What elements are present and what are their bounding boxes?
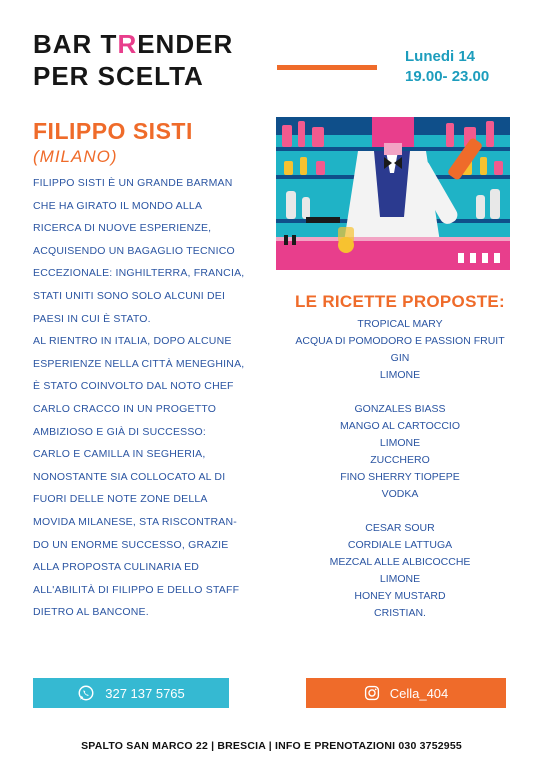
recipes-list <box>282 316 518 622</box>
recipe-spacer <box>282 384 518 401</box>
bio-line: ALL'ABILITÀ DI FILIPPO E DELLO STAFF <box>33 583 240 596</box>
instagram-handle: Cella_404 <box>389 685 449 701</box>
recipe-line: CRISTIAN. <box>374 607 426 619</box>
event-time: 19.00- 23.00 <box>405 68 490 85</box>
whatsapp-icon <box>77 684 95 702</box>
bio-line: ALLA PROPOSTA CULINARIA ED <box>33 561 200 574</box>
bio-line: CARLO CRACCO IN UN PROGETTO <box>33 402 217 415</box>
event-date <box>405 47 489 87</box>
title-line-2: PER SCELTA <box>33 61 204 91</box>
recipe-line: MANGO AL CARTOCCIO <box>340 420 460 432</box>
recipe-line: GIN <box>390 352 410 364</box>
title-accent-letter: R <box>117 29 138 59</box>
bio-line: PAESI IN CUI È STATO. <box>33 312 151 325</box>
event-title <box>33 28 233 92</box>
bio-line: ECCEZIONALE: INGHILTERRA, FRANCIA, <box>33 267 245 280</box>
bio-line: NONOSTANTE SIA COLLOCATO AL DI <box>33 470 226 483</box>
recipes-title: LE RICETTE PROPOSTE: <box>294 292 506 311</box>
title-line-1 <box>33 28 233 60</box>
bio-line: FUORI DELLE NOTE ZONE DELLA <box>33 493 208 506</box>
recipe-line: CESAR SOUR <box>365 522 435 534</box>
recipe-line: LIMONE <box>379 437 421 449</box>
recipe-line: FINO SHERRY TIOPEPE <box>340 471 460 483</box>
bio-line: AMBIZIOSO E GIÀ DI SUCCESSO: <box>33 425 207 438</box>
phone-button[interactable] <box>33 678 229 708</box>
bio-line: DO UN ENORME SUCCESSO, GRAZIE <box>33 538 229 551</box>
bio-line: STATI UNITI SONO SOLO ALCUNI DEI <box>33 289 226 302</box>
recipe-line: CORDIALE LATTUGA <box>347 539 453 551</box>
recipe-line: LIMONE <box>379 573 421 585</box>
bio-line: CHE HA GIRATO IL MONDO ALLA <box>33 199 203 212</box>
recipe-line: LIMONE <box>379 369 421 381</box>
bio-line: È STATO COINVOLTO DAL NOTO CHEF <box>33 380 234 393</box>
footer-address: SPALTO SAN MARCO 22 | BRESCIA | INFO E PRENOTAZIONI 030 3752955 <box>81 740 462 752</box>
instagram-button[interactable] <box>306 678 506 708</box>
bio-line: DIETRO AL BANCONE. <box>33 606 149 619</box>
bio-line: AL RIENTRO IN ITALIA, DOPO ALCUNE <box>33 335 232 348</box>
guest-name: FILIPPO SISTI <box>33 118 193 144</box>
bartender-illustration <box>276 117 510 270</box>
recipe-line: TROPICAL MARY <box>357 318 443 330</box>
bio-line: MOVIDA MILANESE, STA RISCONTRAN- <box>33 515 237 528</box>
bio-line: RICERCA DI NUOVE ESPERIENZE, <box>33 222 212 235</box>
title-part: BAR T <box>33 29 118 59</box>
decorative-rule <box>277 65 377 70</box>
recipe-line: VODKA <box>381 488 419 500</box>
bio-line: ACQUISENDO UN BAGAGLIO TECNICO <box>33 244 235 257</box>
bio-line: FILIPPO SISTI È UN GRANDE BARMAN <box>33 177 233 189</box>
recipe-line: ACQUA DI POMODORO E PASSION FRUIT <box>295 335 505 347</box>
instagram-icon <box>364 685 380 701</box>
recipe-line: GONZALES BIASS <box>354 403 446 415</box>
recipe-line: HONEY MUSTARD <box>354 590 446 602</box>
phone-number: 327 137 5765 <box>105 685 185 701</box>
title-part: ENDER <box>137 29 234 59</box>
guest-bio <box>33 172 268 624</box>
bio-line: CARLO E CAMILLA IN SEGHERIA, <box>33 448 206 461</box>
bio-line: ESPERIENZE NELLA CITTÀ MENEGHINA, <box>33 357 245 370</box>
recipe-spacer <box>282 503 518 520</box>
guest-city: (MILANO) <box>33 147 118 166</box>
recipe-line: ZUCCHERO <box>370 454 430 466</box>
event-day: Lunedi 14 <box>405 48 476 65</box>
recipe-line: MEZCAL ALLE ALBICOCCHE <box>329 556 471 568</box>
